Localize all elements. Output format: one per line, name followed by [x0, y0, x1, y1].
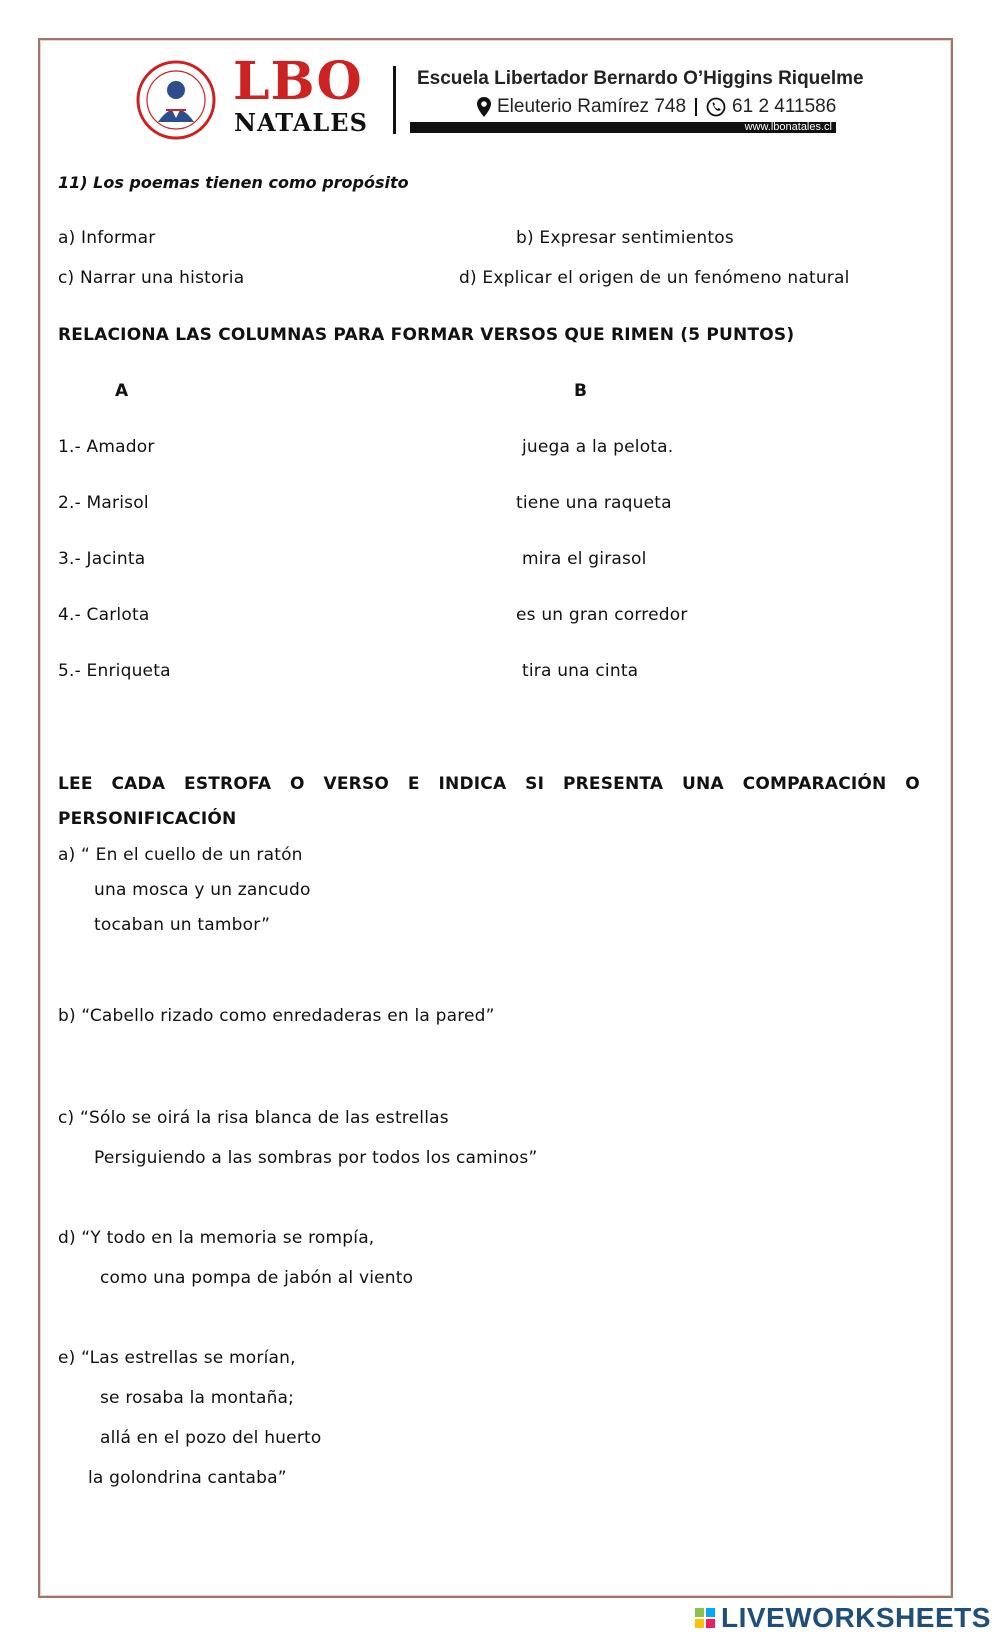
column-b-header: B: [574, 381, 588, 401]
match-left-5[interactable]: 5.- Enriqueta: [58, 661, 171, 681]
verse-a-line-2: una mosca y un zancudo: [94, 880, 311, 900]
verse-c-line-1: c) “Sólo se oirá la risa blanca de las estrellas: [58, 1108, 449, 1128]
liveworksheets-brand[interactable]: [695, 1602, 991, 1634]
option-c[interactable]: c) Narrar una historia: [58, 268, 245, 288]
verse-e-line-4: la golondrina cantaba”: [88, 1468, 287, 1488]
match-left-4[interactable]: 4.- Carlota: [58, 605, 150, 625]
logo-main: LBO: [233, 51, 363, 112]
website-link[interactable]: www.lbonatales.cl: [744, 121, 832, 133]
verse-a-line-3: tocaban un tambor”: [94, 915, 271, 935]
liveworksheets-text: LIVEWORKSHEETS: [721, 1602, 991, 1633]
header-bar: [410, 122, 836, 133]
liveworksheets-logo-icon: [695, 1608, 715, 1628]
verse-a-line-1: a) “ En el cuello de un ratón: [58, 845, 303, 865]
verse-d-line-1: d) “Y todo en la memoria se rompía,: [58, 1228, 375, 1248]
title-word: CADA: [111, 774, 166, 794]
title-word: INDICA: [438, 774, 507, 794]
verse-b-line-1: b) “Cabello rizado como enredaderas en la pared”: [58, 1006, 495, 1026]
location-pin-icon: [477, 97, 491, 117]
verse-e-line-3: allá en el pozo del huerto: [100, 1428, 322, 1448]
title-word: O: [290, 774, 305, 794]
match-right-3[interactable]: mira el girasol: [522, 549, 647, 569]
title-word: VERSO: [323, 774, 390, 794]
phone-icon: [706, 97, 726, 117]
title-word: LEE: [58, 774, 93, 794]
match-right-1[interactable]: juega a la pelota.: [522, 437, 674, 457]
phone-text: 61 2 411586: [732, 96, 837, 117]
question-11: 11) Los poemas tienen como propósito: [58, 173, 409, 192]
contact-separator: [695, 98, 697, 116]
match-right-2[interactable]: tiene una raqueta: [516, 493, 672, 513]
title-word: O: [905, 774, 920, 794]
contact-row: [477, 96, 836, 118]
option-a[interactable]: a) Informar: [58, 228, 156, 248]
column-a-header: A: [115, 381, 129, 401]
match-right-4[interactable]: es un gran corredor: [516, 605, 688, 625]
title-word: UNA: [682, 774, 724, 794]
match-left-2[interactable]: 2.- Marisol: [58, 493, 149, 513]
title-word: E: [407, 774, 420, 794]
logo-sub: NATALES: [234, 108, 368, 137]
school-name: Escuela Libertador Bernardo O’Higgins Riquelme: [417, 68, 864, 89]
header-divider: [393, 66, 396, 134]
verse-e-line-1: e) “Las estrellas se morían,: [58, 1348, 296, 1368]
match-left-3[interactable]: 3.- Jacinta: [58, 549, 146, 569]
title-word: ESTROFA: [184, 774, 272, 794]
matching-title: RELACIONA LAS COLUMNAS PARA FORMAR VERSOS QUE RIMEN (5 PUNTOS): [58, 325, 795, 345]
match-left-1[interactable]: 1.- Amador: [58, 437, 155, 457]
verse-e-line-2: se rosaba la montaña;: [100, 1388, 295, 1408]
title-word: COMPARACIÓN: [742, 774, 887, 794]
verse-d-line-2: como una pompa de jabón al viento: [100, 1268, 414, 1288]
figures-title-line1: [58, 774, 920, 794]
school-seal-icon: [136, 60, 216, 140]
figures-title-line2: PERSONIFICACIÓN: [58, 809, 237, 829]
match-right-5[interactable]: tira una cinta: [522, 661, 639, 681]
option-d[interactable]: d) Explicar el origen de un fenómeno natural: [459, 268, 850, 288]
verse-c-line-2: Persiguiendo a las sombras por todos los caminos”: [94, 1148, 538, 1168]
title-word: SI: [525, 774, 545, 794]
title-word: PRESENTA: [562, 774, 664, 794]
option-b[interactable]: b) Expresar sentimientos: [516, 228, 734, 248]
address-text: Eleuterio Ramírez 748: [497, 96, 687, 117]
